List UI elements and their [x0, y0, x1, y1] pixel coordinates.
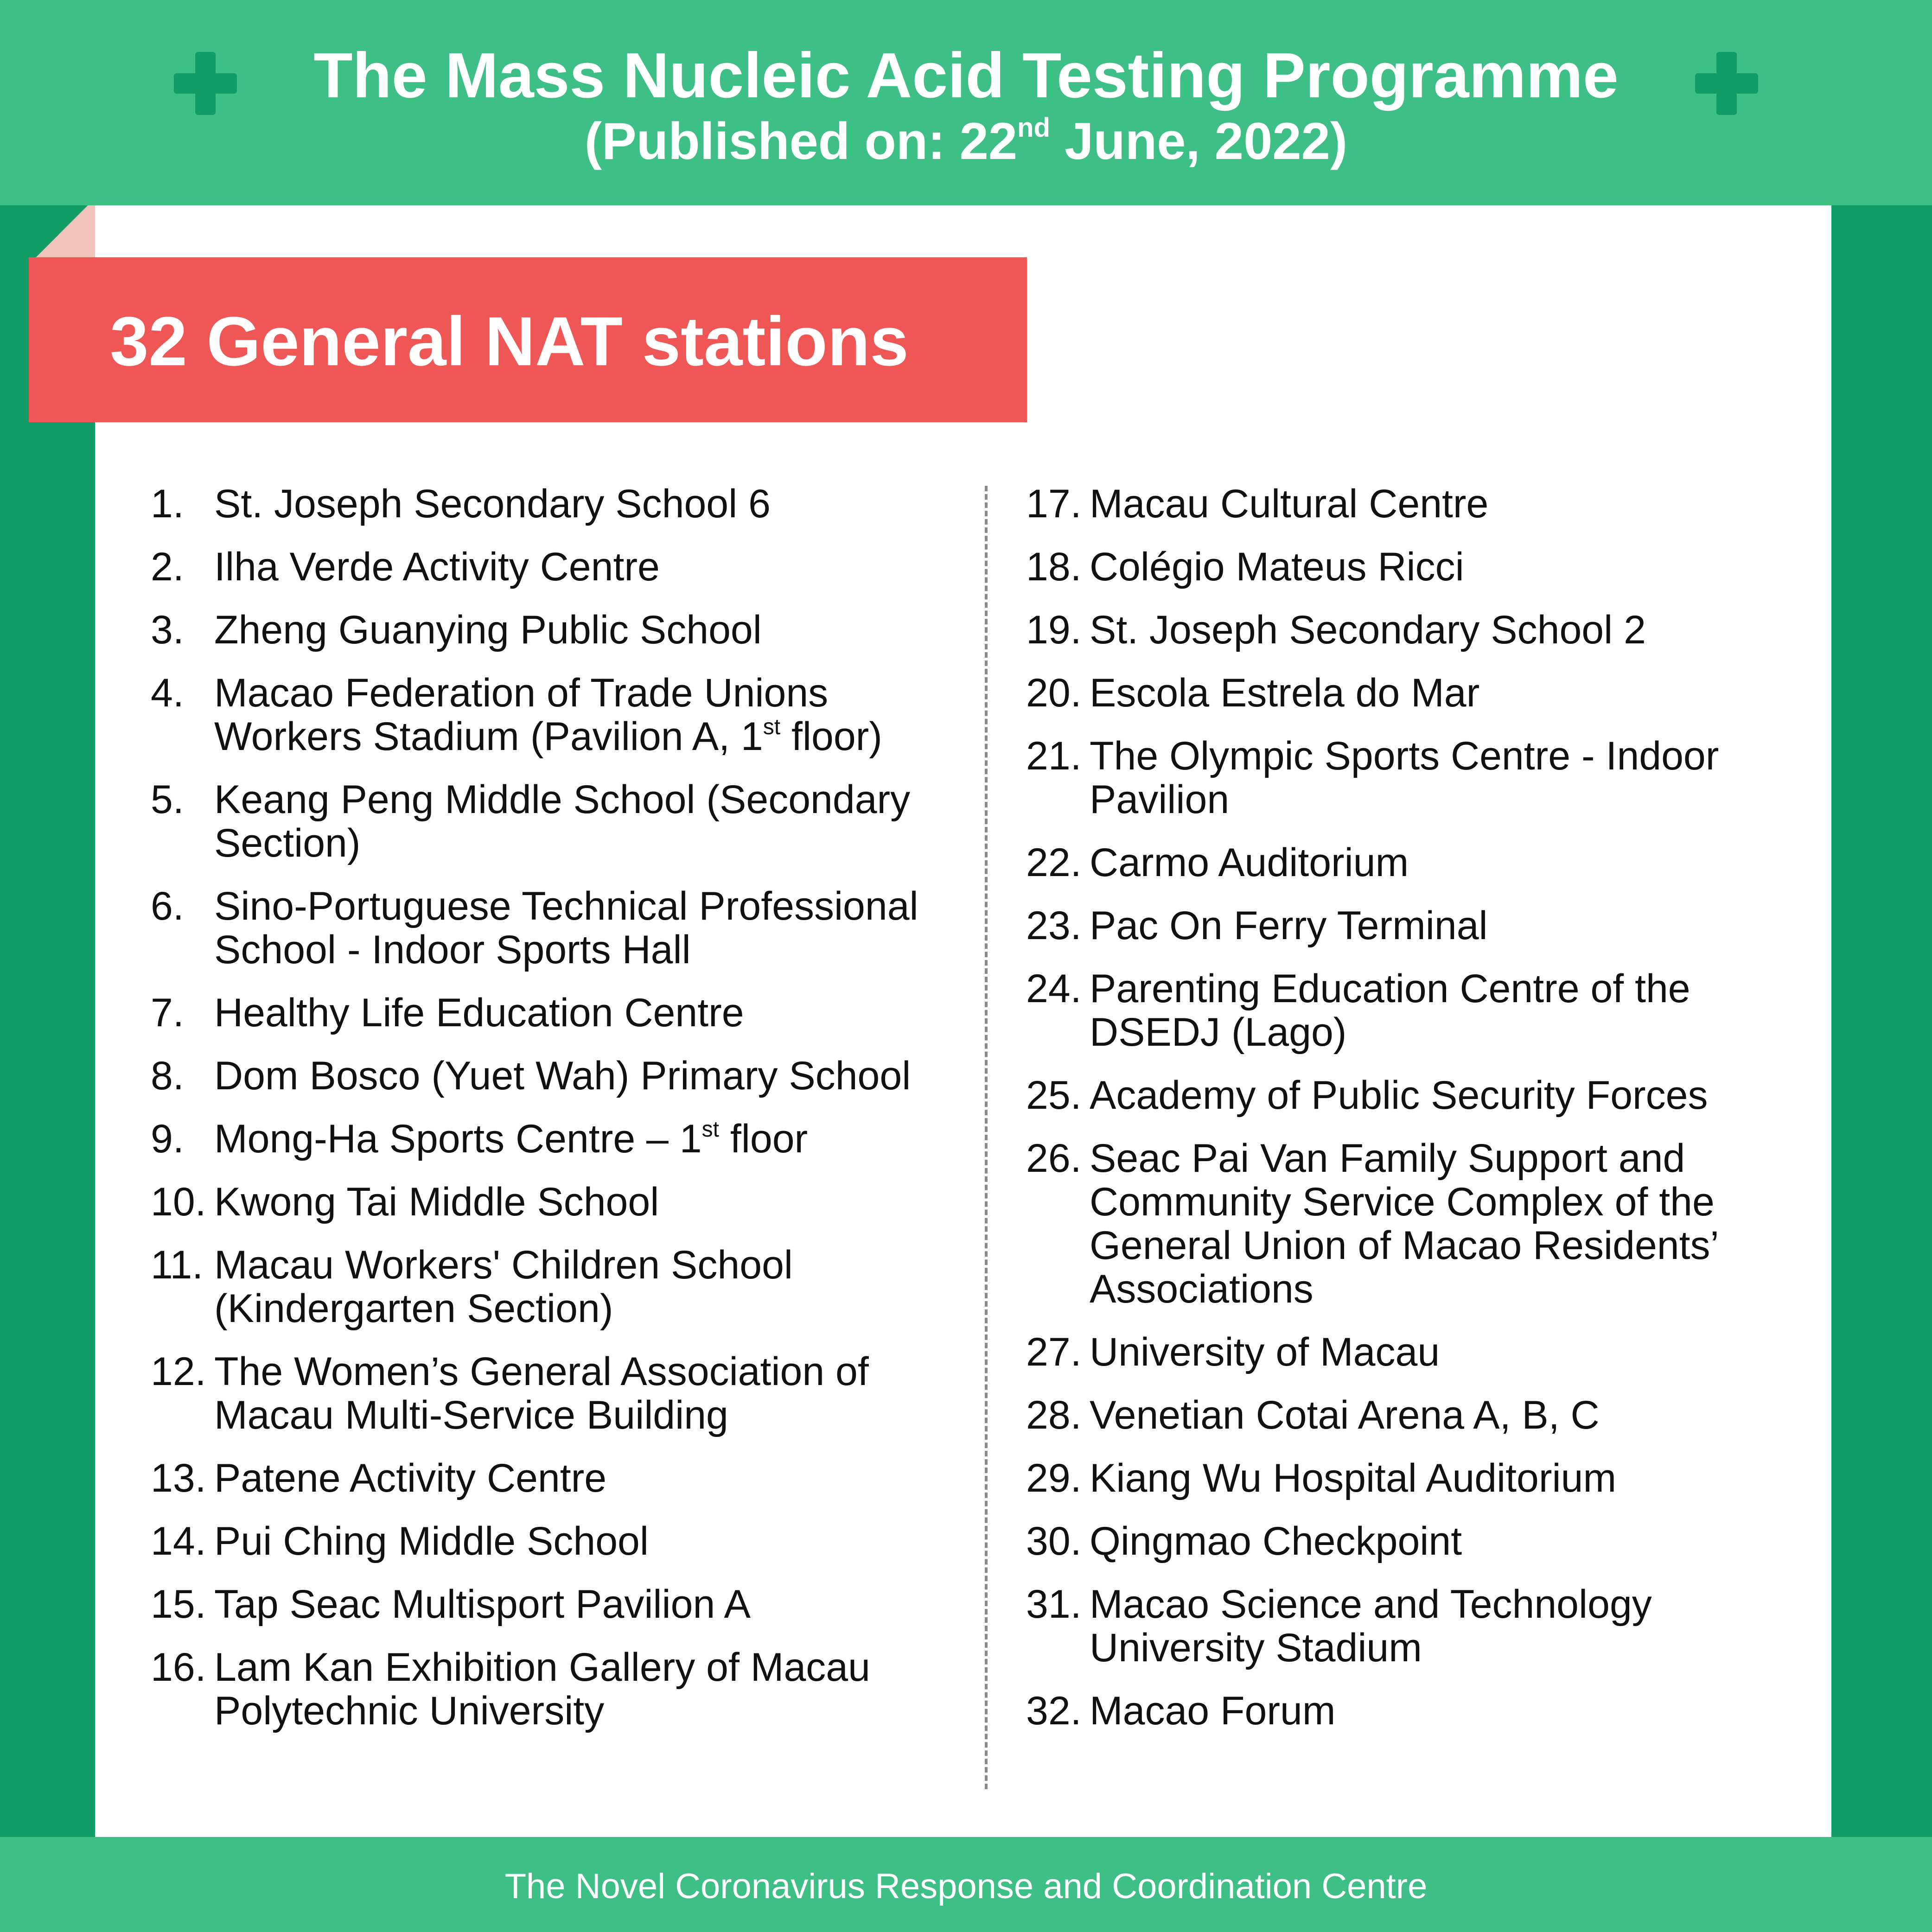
item-number: 10. [151, 1180, 206, 1224]
item-number: 8. [151, 1054, 184, 1098]
list-item [151, 1456, 967, 1500]
station-name [151, 1117, 967, 1161]
item-number: 29. [1026, 1456, 1082, 1500]
station-name [151, 545, 967, 589]
station-name-text: Tap Seac Multisport Pavilion A [214, 1582, 751, 1627]
station-name-text: Pac On Ferry Terminal [1090, 903, 1488, 948]
item-number: 25. [1026, 1073, 1082, 1118]
item-number: 22. [1026, 840, 1082, 885]
list-item [1026, 1456, 1786, 1500]
list-item [151, 608, 967, 652]
station-name [151, 1350, 967, 1437]
station-name [151, 991, 967, 1035]
item-number: 18. [1026, 545, 1082, 589]
station-name [1026, 482, 1786, 526]
station-name-rest: floor) [780, 714, 882, 759]
station-name [1026, 608, 1786, 652]
list-item [1026, 1519, 1786, 1563]
list-item [151, 482, 967, 526]
station-name-text: Escola Estrela do Mar [1090, 671, 1480, 715]
station-name [151, 1646, 967, 1733]
item-number: 28. [1026, 1393, 1082, 1437]
item-number: 3. [151, 608, 184, 652]
list-item [151, 1519, 967, 1563]
station-name-text: Kiang Wu Hospital Auditorium [1090, 1456, 1617, 1500]
station-name-text: Kwong Tai Middle School [214, 1180, 659, 1224]
station-name-rest: floor [719, 1117, 808, 1161]
station-name-text: Macao Federation of Trade Unions Workers Stadium (Pavilion A, 1 [214, 671, 829, 759]
list-item [1026, 841, 1786, 884]
header-bar [0, 0, 1932, 205]
list-item [1026, 1582, 1786, 1670]
item-number: 21. [1026, 734, 1082, 778]
item-number: 31. [1026, 1582, 1082, 1627]
published-date [0, 109, 1932, 174]
station-name [151, 671, 967, 758]
list-item [151, 1646, 967, 1733]
list-item [1026, 1393, 1786, 1437]
item-number: 5. [151, 777, 184, 822]
item-number: 19. [1026, 608, 1082, 652]
list-item [151, 884, 967, 972]
station-list-right [1026, 482, 1786, 1752]
item-number: 14. [151, 1519, 206, 1563]
list-item [1026, 1330, 1786, 1374]
station-name-text: St. Joseph Secondary School 6 [214, 482, 771, 526]
list-item [1026, 1074, 1786, 1117]
station-name-text: Seac Pai Van Family Support and Community Service Complex of the General Union of Macao Residents’ Associations [1090, 1136, 1718, 1311]
station-name [1026, 545, 1786, 589]
item-number: 11. [151, 1243, 204, 1287]
station-name [1026, 967, 1786, 1054]
station-name [1026, 1137, 1786, 1311]
item-number: 12. [151, 1349, 206, 1394]
plus-icon [1695, 52, 1758, 115]
list-item [151, 1243, 967, 1330]
station-name-text: Venetian Cotai Arena A, B, C [1090, 1393, 1600, 1437]
item-number: 17. [1026, 482, 1082, 526]
published-date-suffix: nd [1017, 113, 1051, 143]
station-name [151, 1180, 967, 1224]
station-name [151, 1519, 967, 1563]
station-name-text: Macao Science and Technology University Stadium [1090, 1582, 1652, 1670]
list-item [1026, 904, 1786, 947]
station-name [1026, 1456, 1786, 1500]
item-number: 24. [1026, 966, 1082, 1011]
item-number: 23. [1026, 903, 1082, 948]
column-divider [985, 486, 988, 1789]
item-number: 27. [1026, 1330, 1082, 1374]
item-number: 15. [151, 1582, 206, 1627]
item-number: 4. [151, 671, 184, 715]
station-name-text: Carmo Auditorium [1090, 840, 1409, 885]
station-name-text: The Olympic Sports Centre - Indoor Pavilion [1090, 734, 1719, 822]
station-name [151, 884, 967, 972]
list-item [1026, 734, 1786, 821]
station-name-text: Macao Forum [1090, 1689, 1336, 1733]
ordinal-suffix: st [763, 715, 781, 739]
station-name-text: Macau Cultural Centre [1090, 482, 1489, 526]
list-item [151, 1054, 967, 1098]
footer-bar [0, 1837, 1932, 1932]
station-name-text: Parenting Education Centre of the DSEDJ (Lago) [1090, 966, 1690, 1055]
station-name [151, 1243, 967, 1330]
sheet-fold [29, 205, 95, 257]
ordinal-suffix: st [701, 1117, 719, 1142]
station-name [1026, 841, 1786, 884]
station-name [1026, 671, 1786, 715]
item-number: 9. [151, 1117, 184, 1161]
item-number: 16. [151, 1645, 206, 1690]
section-title: 32 General NAT stations [110, 302, 909, 380]
station-name [1026, 1582, 1786, 1670]
page-title: The Mass Nucleic Acid Testing Programme [313, 40, 1619, 111]
list-item [1026, 967, 1786, 1054]
station-name [151, 1054, 967, 1098]
station-name-text: University of Macau [1090, 1330, 1440, 1374]
station-name-text: Keang Peng Middle School (Secondary Section) [214, 777, 911, 865]
list-item [151, 1180, 967, 1224]
station-name-text: Lam Kan Exhibition Gallery of Macau Polytechnic University [214, 1645, 870, 1733]
station-name-text: Colégio Mateus Ricci [1090, 545, 1464, 589]
station-name [151, 1456, 967, 1500]
section-banner [29, 257, 1027, 422]
station-name-text: Patene Activity Centre [214, 1456, 607, 1500]
list-item [151, 1350, 967, 1437]
station-name-text: Mong-Ha Sports Centre – 1 [214, 1117, 702, 1161]
station-name-text: Pui Ching Middle School [214, 1519, 649, 1563]
item-number: 1. [151, 482, 184, 526]
list-item [1026, 1137, 1786, 1311]
list-item [151, 1582, 967, 1626]
list-item [151, 1117, 967, 1161]
station-name [1026, 1519, 1786, 1563]
station-name [151, 778, 967, 865]
station-name [1026, 734, 1786, 821]
station-name-text: Dom Bosco (Yuet Wah) Primary School [214, 1054, 911, 1098]
published-date-prefix: (Published on: 22 [584, 112, 1018, 170]
item-number: 6. [151, 884, 184, 928]
published-date-rest: June, 2022) [1050, 112, 1348, 170]
station-name-text: Zheng Guanying Public School [214, 608, 762, 652]
list-item [151, 545, 967, 589]
station-name [1026, 904, 1786, 947]
list-item [1026, 608, 1786, 652]
station-list-left [151, 482, 967, 1752]
station-name-text: Ilha Verde Activity Centre [214, 545, 660, 589]
list-item [1026, 671, 1786, 715]
list-item [151, 991, 967, 1035]
item-number: 2. [151, 545, 184, 589]
item-number: 32. [1026, 1689, 1082, 1733]
station-name-text: The Women’s General Association of Macau Multi-Service Building [214, 1349, 869, 1437]
item-number: 20. [1026, 671, 1082, 715]
item-number: 7. [151, 991, 184, 1035]
station-name-text: Qingmao Checkpoint [1090, 1519, 1462, 1563]
item-number: 30. [1026, 1519, 1082, 1563]
station-name-text: Academy of Public Security Forces [1090, 1073, 1708, 1118]
list-item [151, 671, 967, 758]
list-item [1026, 482, 1786, 526]
footer-text: The Novel Coronavirus Response and Coordination Centre [504, 1867, 1428, 1906]
list-item [151, 778, 967, 865]
station-name-text: Sino-Portuguese Technical Professional School - Indoor Sports Hall [214, 884, 918, 972]
item-number: 26. [1026, 1136, 1082, 1181]
station-name [1026, 1689, 1786, 1733]
station-name-text: Healthy Life Education Centre [214, 991, 744, 1035]
item-number: 13. [151, 1456, 206, 1500]
list-item [1026, 1689, 1786, 1733]
station-name-text: St. Joseph Secondary School 2 [1090, 608, 1646, 652]
station-name [1026, 1330, 1786, 1374]
station-name [1026, 1393, 1786, 1437]
station-name [1026, 1074, 1786, 1117]
list-item [1026, 545, 1786, 589]
station-name [151, 482, 967, 526]
station-name [151, 1582, 967, 1626]
station-name [151, 608, 967, 652]
station-name-text: Macau Workers' Children School (Kindergarten Section) [214, 1243, 793, 1331]
